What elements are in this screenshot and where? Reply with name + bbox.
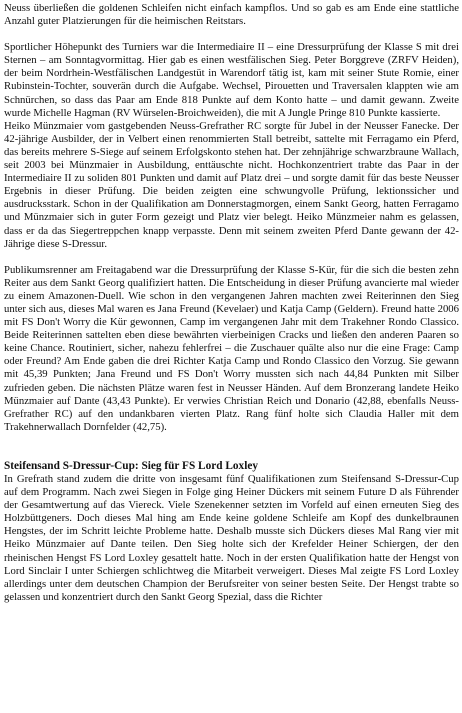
paragraph-spacer [4, 28, 459, 41]
paragraph-spacer [4, 434, 459, 447]
paragraph-spacer [4, 251, 459, 264]
kuer-paragraph: Publikumsrenner am Freitagabend war die Dressurprüfung der Klasse S-Kür, für die sich die besten zehn Reiter aus dem Sankt Georg qualifiziert hatten. Die Entscheidung in dieser Prüfung avancierte mal wieder zu einem Amazonen-Duell. Wie schon in den vergangenen Jahren machten zwei Reiterinnen den Sieg unter sich aus, dieses Mal waren es Jana Freund (Kevelaer) und Katja Camp (Geldern). Freund hatte 2006 mit FS Don't Worry die Kür gewonnen, Camp im vergangenen Jahr mit dem Trakehner Rondo Classico. Beide Reiterinnen sattelten eben diese bewährten vierbeinigen Cracks und ließen den anderen Paaren so keine Chance. Routiniert, sicher, nahezu fehlerfrei – die Zuschauer quälte also nur die eine Frage: Camp oder Freund? Am Ende gaben die drei Richter Katja Camp und Rondo Classico den Vorzug. Sie gewann mit 45,39 Punkten; Jana Freund und FS Don't Worry mussten sich nach 44,84 Punkten mit Silber zufrieden geben. Die nächsten Plätze waren fest in Neusser Händen. Auf dem Bronzerang landete Heiko Münzmaier auf Dante (43,43 Punkte). Er verwies Christian Reich und Donario (42,88, ebenfalls Neuss-Grefrather RC) auf den undankbaren vierten Platz. Rang fünf holte sich Claudia Haller mit dem Trakehnerwallach Dornfelder (42,75). [4, 263, 459, 433]
cup-heading: Steifensand S-Dressur-Cup: Sieg für FS Lord Loxley [4, 459, 258, 472]
intro-paragraph: Neuss überließen die goldenen Schleifen nicht einfach kampflos. Und so gab es am Ende eine stattliche Anzahl guter Platzierungen für die heimischen Reitstars. [4, 2, 459, 28]
cup-paragraph: In Grefrath stand zudem die dritte von insgesamt fünf Qualifikationen zum Steifensand S-Dressur-Cup auf dem Programm. Nach zwei Siegen in Folge ging Heiner Dückers mit seinem Future D als Führender der Gesamtwertung auf das Viereck. Viele Szenekenner setzten im Vorfeld auf einen erneuten Sieg des Holzbüttgeners. Doch dieses Mal hing am Ende keine goldene Schleife am Kopf des dunkelbraunen Hengstes, der im Schritt leichte Probleme hatte. Deshalb musste sich Dückers dieses Mal Rang vier mit Heiko Münzmaier auf Dante teilen. Den Sieg holte sich der Krefelder Heiner Schiergen, der den rheinischen Hengst FS Lord Loxley gesattelt hatte. Noch in der ersten Qualifikation hatte der Hengst von Lord Sinclair I unter Schiergen schlichtweg die Mitarbeit verweigert. Dieses Mal zeigte FS Lord Loxley allerdings unter dem deutschen Champion der Berufsreiter von seiner besten Seite. Der Hengst trabte so gelassen und konzentriert durch den Sankt Georg Spezial, dass die Richter [4, 473, 459, 603]
muenzmaier-paragraph: Heiko Münzmaier vom gastgebenden Neuss-Grefrather RC sorgte für Jubel in der Neusser Fanecke. Der 42-jährige Ausbilder, der in Velbert einen renommierten Stall betreibt, sattelte mit Ferragamo ein Pferd, das bereits mehrere S-Siege auf seinem Erfolgskonto stehen hat. Der zehnjährige schwarzbraune Wallach, seit 2003 bei Münzmaier in Ausbildung, enttäuschte nicht. Hochkonzentriert trabte das Paar in der Intermediaire II zu soliden 801 Punkten und damit auf Platz drei – und sorgte damit für das beste Neusser Ergebnis in dieser Prüfung. Die beiden zeigten eine schwungvolle Prüfung, lektionssicher und ausdrucksstark. Schon in der Qualifikation am Donnerstagmorgen, einem Sankt Georg, hatten Ferragamo und Münzmaier sich in guter Form gezeigt und Platz vier belegt. Heiko Münzmeier nahm es gelassen, dass er da das Siegertreppchen knapp verpasste. Denn mit seinem zweiten Pferd Dante gewann der 42-Jährige diese S-Dressur. [4, 119, 459, 250]
intermediaire-paragraph: Sportlicher Höhepunkt des Turniers war die Intermediaire II – eine Dressurprüfung der Klasse S mit drei Sternen – am Sonntagvormittag. Hier gab es einen westfälischen Sieg. Peter Borggreve (ZRFV Heiden), der beim Nordrhein-Westfälischen Landgestüt in Warendorf tätig ist, kam mit seiner Stute Romie, einer Rubinstein-Tochter, souverän durch die Aufgabe. Wechsel, Pirouetten und Traversalen klappten wie am Schnürchen, so dass das Paar am Ende 818 Punkte auf dem Konto hatte – und damit gewann. Zweite wurde Michelle Hagman (RV Würselen-Broichweiden), die mit A Jungle Pringe 810 Punkte kassierte. [4, 41, 459, 119]
paragraph-spacer [4, 447, 459, 460]
